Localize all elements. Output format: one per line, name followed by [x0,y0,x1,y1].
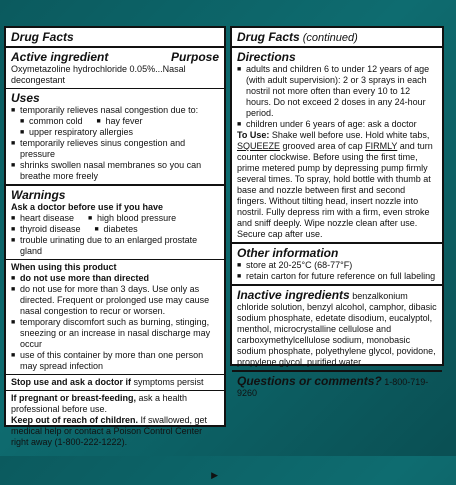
conditions-row [11,224,219,235]
active-ingredient-heading: Active ingredient [11,50,109,64]
inactive-ingredients-text: benzalkonium chloride solution, benzyl alcohol, camphor, dibasic sodium phosphate, edetate disodium, eucalyptol, menthol, microcrystalline cellulose and carboxymethylcellulose sodium, monobasic sodium phosphate, polyethylene glycol, povidone, propylene glycol, purified water [237,291,437,367]
uses-item: ■ temporarily relieves sinus congestion and pressure [11,138,219,160]
directions-item: ■ children under 6 years of age: ask a doctor [237,119,437,130]
pregnancy-heading: If pregnant or breast-feeding, [11,393,137,403]
conditions-row [11,213,219,224]
directions-item: ■ adults and children 6 to under 12 years of age (with adult supervision): 2 or 3 sprays in each nostril not more often than every 10 to 12 hours. Do not exceed 2 doses in any 24-hour period. [237,64,437,119]
to-use-text: grooved area of cap [280,141,366,151]
questions-heading: Questions or comments? [237,374,382,388]
uses-sub-row [11,116,219,127]
stop-use-section [6,375,224,391]
stop-use-heading: Stop use and ask a doctor if [11,377,132,387]
pregnancy-text: ask a health professional before use. [11,393,188,414]
directions-section [232,48,442,244]
uses-heading: Uses [11,91,40,105]
condition-item: ■ heart disease [11,213,74,224]
condition-item: ■ diabetes [95,224,138,235]
when-using-item: ■ do not use more than directed [11,273,219,284]
pregnancy-section [6,391,224,485]
uses-sub-item: ■ upper respiratory allergies [11,127,219,138]
active-ingredient-line: Oxymetazoline hydrochloride 0.05%...Nasal decongestant [11,64,186,85]
when-using-heading: When using this product [11,262,117,272]
keep-out-text: If swallowed, get medical help or contact a Poison Control Center right away (1-800-222-1222). [11,415,208,447]
purpose-heading: Purpose [170,50,219,64]
continued-label: (continued) [299,32,358,44]
uses-item: ■ shrinks swollen nasal membranes so you can breathe more freely [11,160,219,182]
firmly-word: FIRMLY [365,141,398,151]
drug-facts-title: Drug Facts [237,30,300,44]
condition-item: ■ trouble urinating due to an enlarged prostate gland [11,235,219,257]
to-use-heading: To Use: [237,130,270,140]
directions-heading: Directions [237,50,296,64]
other-info-item: ■ store at 20-25°C (68-77°F) [237,260,437,271]
inactive-ingredients-section [232,286,442,372]
header-section [232,28,442,48]
uses-sub-item: ■ hay fever [97,116,143,127]
condition-item: ■ thyroid disease [11,224,81,235]
to-use-paragraph [237,130,437,240]
questions-section [232,372,442,401]
to-use-text: Shake well before use. Hold white tabs, [269,130,430,140]
drug-facts-title: Drug Facts [11,30,74,44]
keep-out-heading: Keep out of reach of children. [11,415,139,425]
stop-use-text: symptoms persist [131,377,204,387]
condition-item: ■ high blood pressure [88,213,176,224]
when-using-item: ■ temporary discomfort such as burning, stinging, sneezing or an increase in nasal discharge may occur [11,317,219,350]
squeeze-word: SQUEEZE [237,141,281,151]
uses-item: ■ temporarily relieves nasal congestion due to: [11,105,219,116]
inactive-ingredients-heading: Inactive ingredients [237,288,350,302]
continue-arrow-icon: ▶ [211,470,218,480]
other-info-heading: Other information [237,246,339,260]
header-section [6,28,224,48]
active-ingredient-section [6,48,224,89]
drug-facts-panel-left [4,26,226,480]
drug-facts-panel-right [230,26,444,398]
phone-number: 1-800-719-9260 [237,377,429,398]
warnings-heading: Warnings [11,188,66,202]
uses-section [6,89,224,186]
other-info-section [232,244,442,286]
other-info-item: ■ retain carton for future reference on full labeling [237,271,437,282]
to-use-text: and turn counter clockwise. Before using the first time, prime metered pump by depressing pump firmly several times. To spray, hold bottle with thumb at base and nozzle between first and second fingers. Without tilting head, insert nozzle into nostril. Fully depress rim with a firm, even stroke and sniff deeply. Wipe nozzle clean after use. Secure cap after use. [237,141,433,239]
when-using-item: ■ use of this container by more than one person may spread infection [11,350,219,372]
ask-doctor-heading: Ask a doctor before use if you have [11,202,164,212]
uses-sub-item: ■ common cold [20,116,83,127]
when-using-item: ■ do not use for more than 3 days. Use only as directed. Frequent or prolonged use may cause nasal congestion to recur or worsen. [11,284,219,317]
when-using-section [6,260,224,375]
warnings-section [6,186,224,260]
